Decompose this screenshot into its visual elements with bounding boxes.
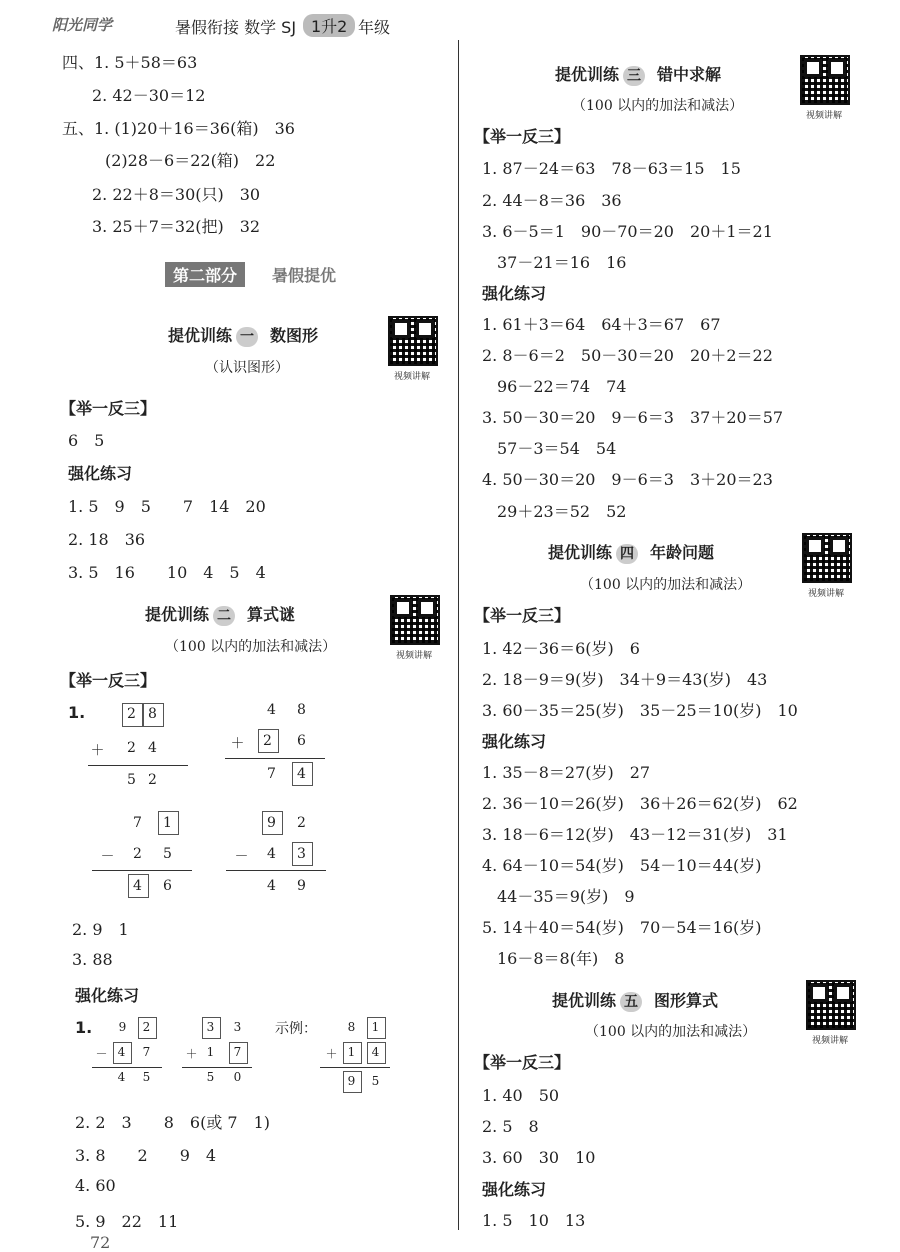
t2-item3b: 3. 8 2 9 4 bbox=[75, 1146, 217, 1165]
book-title: 暑假衔接 数学 SJ bbox=[175, 18, 297, 37]
t4-q1: 1. 35－8＝27(岁) 27 bbox=[482, 763, 651, 782]
t1-answer: 6 5 bbox=[68, 431, 105, 450]
t3-jufan: 【举一反三】 bbox=[474, 127, 571, 146]
t4-qianghua: 强化练习 bbox=[482, 732, 547, 751]
sec4-line2: 2. 42－30＝12 bbox=[92, 86, 206, 105]
sec5-line4: 3. 25＋7＝32(把) 32 bbox=[92, 217, 261, 236]
grade-suffix: 年级 bbox=[358, 18, 391, 37]
t4-q5b: 16－8＝8(年) 8 bbox=[497, 949, 625, 968]
t1-item2: 2. 18 36 bbox=[68, 530, 146, 549]
t2-item4b: 4. 60 bbox=[75, 1176, 116, 1195]
t3-item3: 3. 6－5＝1 90－70＝20 20＋1＝21 bbox=[482, 222, 773, 241]
t2-example: 示例： bbox=[275, 1021, 317, 1037]
sec5-line3: 2. 22＋8＝30(只) 30 bbox=[92, 185, 261, 204]
t3-subtitle: （100 以内的加法和减法） bbox=[572, 98, 744, 114]
t5-item2: 2. 5 8 bbox=[482, 1117, 539, 1136]
t4-q4b: 44－35＝9(岁) 9 bbox=[497, 887, 635, 906]
t5-q1: 1. 5 10 13 bbox=[482, 1211, 586, 1230]
t3-q1: 1. 61＋3＝64 64＋3＝67 67 bbox=[482, 315, 721, 334]
qr-caption: 视频讲解 bbox=[806, 111, 843, 121]
t2-qianghua: 强化练习 bbox=[75, 986, 140, 1005]
t2-subtitle: （100 以内的加法和减法） bbox=[165, 639, 337, 655]
t2-jufan: 【举一反三】 bbox=[60, 671, 157, 690]
t4-subtitle: （100 以内的加法和减法） bbox=[580, 577, 752, 593]
t5-item3: 3. 60 30 10 bbox=[482, 1148, 596, 1167]
qr-caption: 视频讲解 bbox=[812, 1036, 849, 1046]
t3-item1: 1. 87－24＝63 78－63＝15 15 bbox=[482, 159, 741, 178]
t3-q3: 3. 50－30＝20 9－6＝3 37＋20＝57 bbox=[482, 408, 784, 427]
part-name: 暑假提优 bbox=[272, 266, 337, 285]
brand-logo: 阳光同学 bbox=[52, 16, 113, 34]
t5-item1: 1. 40 50 bbox=[482, 1086, 560, 1105]
part-label: 第二部分 bbox=[165, 262, 245, 287]
t3-item3b: 37－21＝16 16 bbox=[497, 253, 627, 272]
qr-code-icon[interactable] bbox=[800, 55, 850, 105]
t3-q4: 4. 50－30＝20 9－6＝3 3＋20＝23 bbox=[482, 470, 773, 489]
t2-item2: 2. 9 1 bbox=[72, 920, 129, 939]
t2-item2b: 2. 2 3 8 6(或 7 1) bbox=[75, 1113, 271, 1132]
t3-title: 提优训练 三 错中求解 bbox=[555, 65, 722, 84]
t3-q2b: 96－22＝74 74 bbox=[497, 377, 627, 396]
t4-q2: 2. 36－10＝26(岁) 36＋26＝62(岁) 62 bbox=[482, 794, 798, 813]
t4-q5: 5. 14＋40＝54(岁) 70－54＝16(岁) bbox=[482, 918, 762, 937]
t1-qianghua: 强化练习 bbox=[68, 464, 133, 483]
column-divider bbox=[458, 40, 459, 1230]
t3-qianghua: 强化练习 bbox=[482, 284, 547, 303]
t5-title: 提优训练 五 图形算式 bbox=[552, 991, 719, 1010]
qr-code-icon[interactable] bbox=[390, 595, 440, 645]
t4-q4: 4. 64－10＝54(岁) 54－10＝44(岁) bbox=[482, 856, 762, 875]
t5-subtitle: （100 以内的加法和减法） bbox=[585, 1024, 757, 1040]
t1-item1: 1. 5 9 5 7 14 20 bbox=[68, 497, 266, 516]
qr-caption: 视频讲解 bbox=[808, 589, 845, 599]
t4-jufan: 【举一反三】 bbox=[474, 606, 571, 625]
t1-subtitle: （认识图形） bbox=[205, 360, 289, 376]
qr-code-icon[interactable] bbox=[806, 980, 856, 1030]
t4-q3: 3. 18－6＝12(岁) 43－12＝31(岁) 31 bbox=[482, 825, 788, 844]
t1-item3: 3. 5 16 10 4 5 4 bbox=[68, 563, 266, 582]
t4-item3: 3. 60－35＝25(岁) 35－25＝10(岁) 10 bbox=[482, 701, 798, 720]
qr-caption: 视频讲解 bbox=[394, 372, 431, 382]
t2-one: 1. bbox=[68, 703, 86, 722]
sec5-line2: (2)28－6＝22(箱) 22 bbox=[105, 151, 276, 170]
sec4-line1: 四、1. 5＋58＝63 bbox=[62, 53, 198, 72]
t2-item5b: 5. 9 22 11 bbox=[75, 1212, 179, 1231]
t5-qianghua: 强化练习 bbox=[482, 1180, 547, 1199]
t2-q1: 1. bbox=[75, 1018, 93, 1037]
t1-title: 提优训练 一 数图形 bbox=[168, 326, 319, 345]
t5-jufan: 【举一反三】 bbox=[474, 1053, 571, 1072]
qr-code-icon[interactable] bbox=[802, 533, 852, 583]
sec5-line1: 五、1. (1)20＋16＝36(箱) 36 bbox=[62, 119, 295, 138]
t3-q3b: 57－3＝54 54 bbox=[497, 439, 617, 458]
qr-code-icon[interactable] bbox=[388, 316, 438, 366]
t3-q2: 2. 8－6＝2 50－30＝20 20＋2＝22 bbox=[482, 346, 773, 365]
grade-badge: 1升2 bbox=[303, 14, 355, 37]
t4-title: 提优训练 四 年龄问题 bbox=[548, 543, 715, 562]
page-number: 72 bbox=[90, 1233, 111, 1252]
t4-item2: 2. 18－9＝9(岁) 34＋9＝43(岁) 43 bbox=[482, 670, 768, 689]
t2-item3: 3. 88 bbox=[72, 950, 113, 969]
t3-item2: 2. 44－8＝36 36 bbox=[482, 191, 622, 210]
t2-title: 提优训练 二 算式谜 bbox=[145, 605, 296, 624]
t4-item1: 1. 42－36＝6(岁) 6 bbox=[482, 639, 640, 658]
t3-q4b: 29＋23＝52 52 bbox=[497, 502, 627, 521]
qr-caption: 视频讲解 bbox=[396, 651, 433, 661]
t1-jufan: 【举一反三】 bbox=[60, 399, 157, 418]
